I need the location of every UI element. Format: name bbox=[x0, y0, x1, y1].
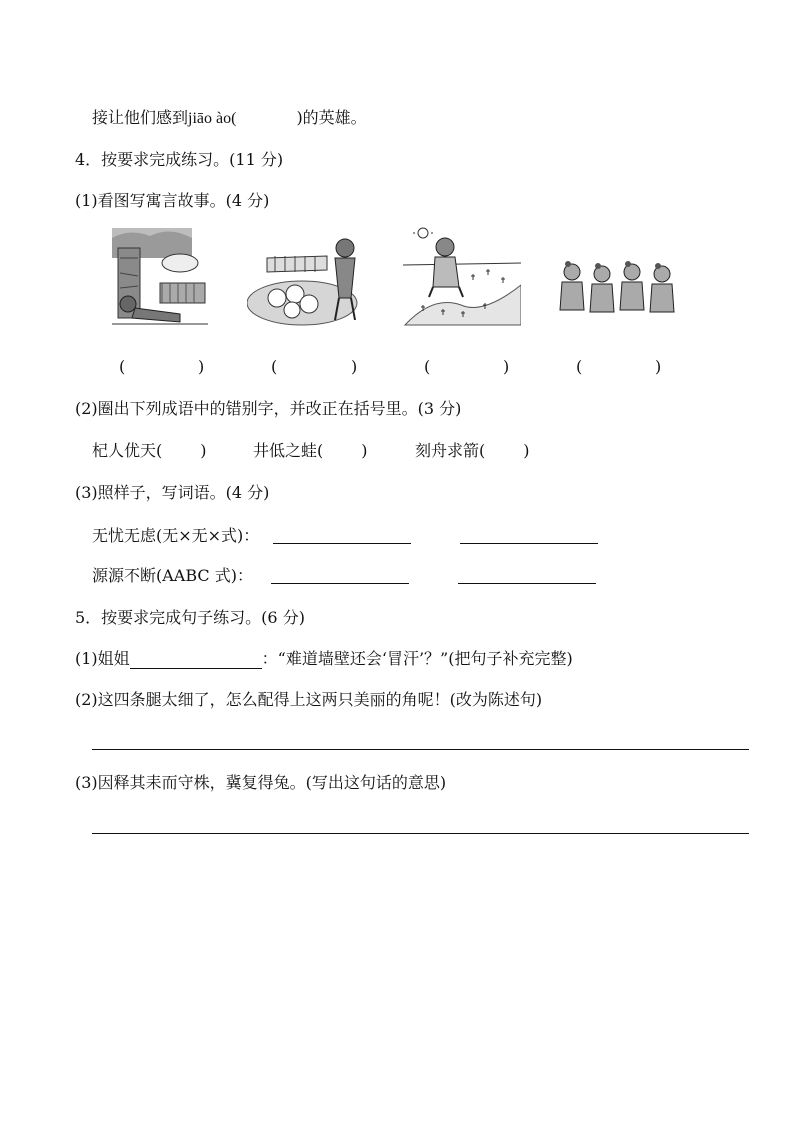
picture1-paren-close: ) bbox=[198, 357, 205, 376]
idiom-item-2 bbox=[253, 441, 368, 461]
picture2-answer-blank[interactable] bbox=[282, 357, 344, 377]
idiom-2-close: ) bbox=[361, 441, 368, 460]
q5-s1-prefix: (1)姐姐 bbox=[75, 649, 130, 668]
story-picture-sheep-pen-icon bbox=[247, 228, 362, 328]
q3-tail-after: )的英雄。 bbox=[296, 108, 367, 127]
q5-sentence2: (2)这四条腿太细了，怎么配得上这两只美丽的角呢！(改为陈述句) bbox=[75, 690, 543, 709]
q4-part3-heading: (3)照样子，写词语。(4 分) bbox=[75, 483, 270, 502]
q5-sentence3: (3)因释其耒而守株，冀复得兔。(写出这句话的意思) bbox=[75, 773, 447, 792]
idiom-3-close: ) bbox=[523, 441, 530, 460]
q3-tail-pinyin: jiāo ào( bbox=[188, 110, 237, 127]
q3-tail-before: 接让他们感到 bbox=[92, 108, 189, 127]
story-picture-children-group-icon bbox=[558, 258, 686, 318]
row1-answer-line-2[interactable] bbox=[460, 527, 598, 544]
row1-answer-line-1[interactable] bbox=[273, 527, 411, 544]
q4-part3-row1-label: 无忧无虑(无×无×式)： bbox=[92, 526, 260, 545]
picture3-answer-blank[interactable] bbox=[435, 357, 497, 377]
idiom-1-close: ) bbox=[200, 441, 207, 460]
q4-part1-heading: (1)看图写寓言故事。(4 分) bbox=[75, 191, 270, 210]
picture1-paren-open: ( bbox=[119, 357, 126, 376]
idiom-item-3 bbox=[415, 441, 530, 461]
picture3-paren-close: ) bbox=[503, 357, 510, 376]
picture2-paren-open: ( bbox=[271, 357, 278, 376]
q5-sentence1 bbox=[75, 649, 573, 669]
q3-tail-line bbox=[92, 108, 367, 129]
story-picture-pulling-seedlings-icon bbox=[403, 225, 521, 327]
q4-heading: 4．按要求完成练习。(11 分) bbox=[75, 150, 284, 169]
row2-answer-line-2[interactable] bbox=[458, 567, 596, 584]
idiom-1-text: 杞人优天( bbox=[92, 441, 163, 460]
story-picture-sleeping-under-tree-icon bbox=[110, 228, 210, 336]
row2-answer-line-1[interactable] bbox=[271, 567, 409, 584]
q5-s1-suffix: ：“难道墙壁还会‘冒汗’？”(把句子补充完整) bbox=[261, 649, 573, 668]
q5-s3-answer-line[interactable] bbox=[92, 833, 749, 834]
picture1-answer-blank[interactable] bbox=[130, 357, 192, 377]
idiom-item-1 bbox=[92, 441, 207, 461]
q5-heading: 5．按要求完成句子练习。(6 分) bbox=[75, 608, 305, 627]
idiom-2-text: 井低之蛙( bbox=[253, 441, 324, 460]
picture4-answer-blank[interactable] bbox=[587, 357, 649, 377]
idiom-3-text: 刻舟求箭( bbox=[415, 441, 486, 460]
q4-part2-heading: (2)圈出下列成语中的错别字，并改正在括号里。(3 分) bbox=[75, 399, 462, 418]
q5-s1-answer-line[interactable] bbox=[130, 652, 262, 669]
picture2-paren-close: ) bbox=[351, 357, 358, 376]
picture3-paren-open: ( bbox=[424, 357, 431, 376]
picture4-paren-open: ( bbox=[576, 357, 583, 376]
q4-part3-row2-label: 源源不断(AABC 式)： bbox=[92, 566, 253, 585]
picture4-paren-close: ) bbox=[655, 357, 662, 376]
q5-s2-answer-line[interactable] bbox=[92, 749, 749, 750]
